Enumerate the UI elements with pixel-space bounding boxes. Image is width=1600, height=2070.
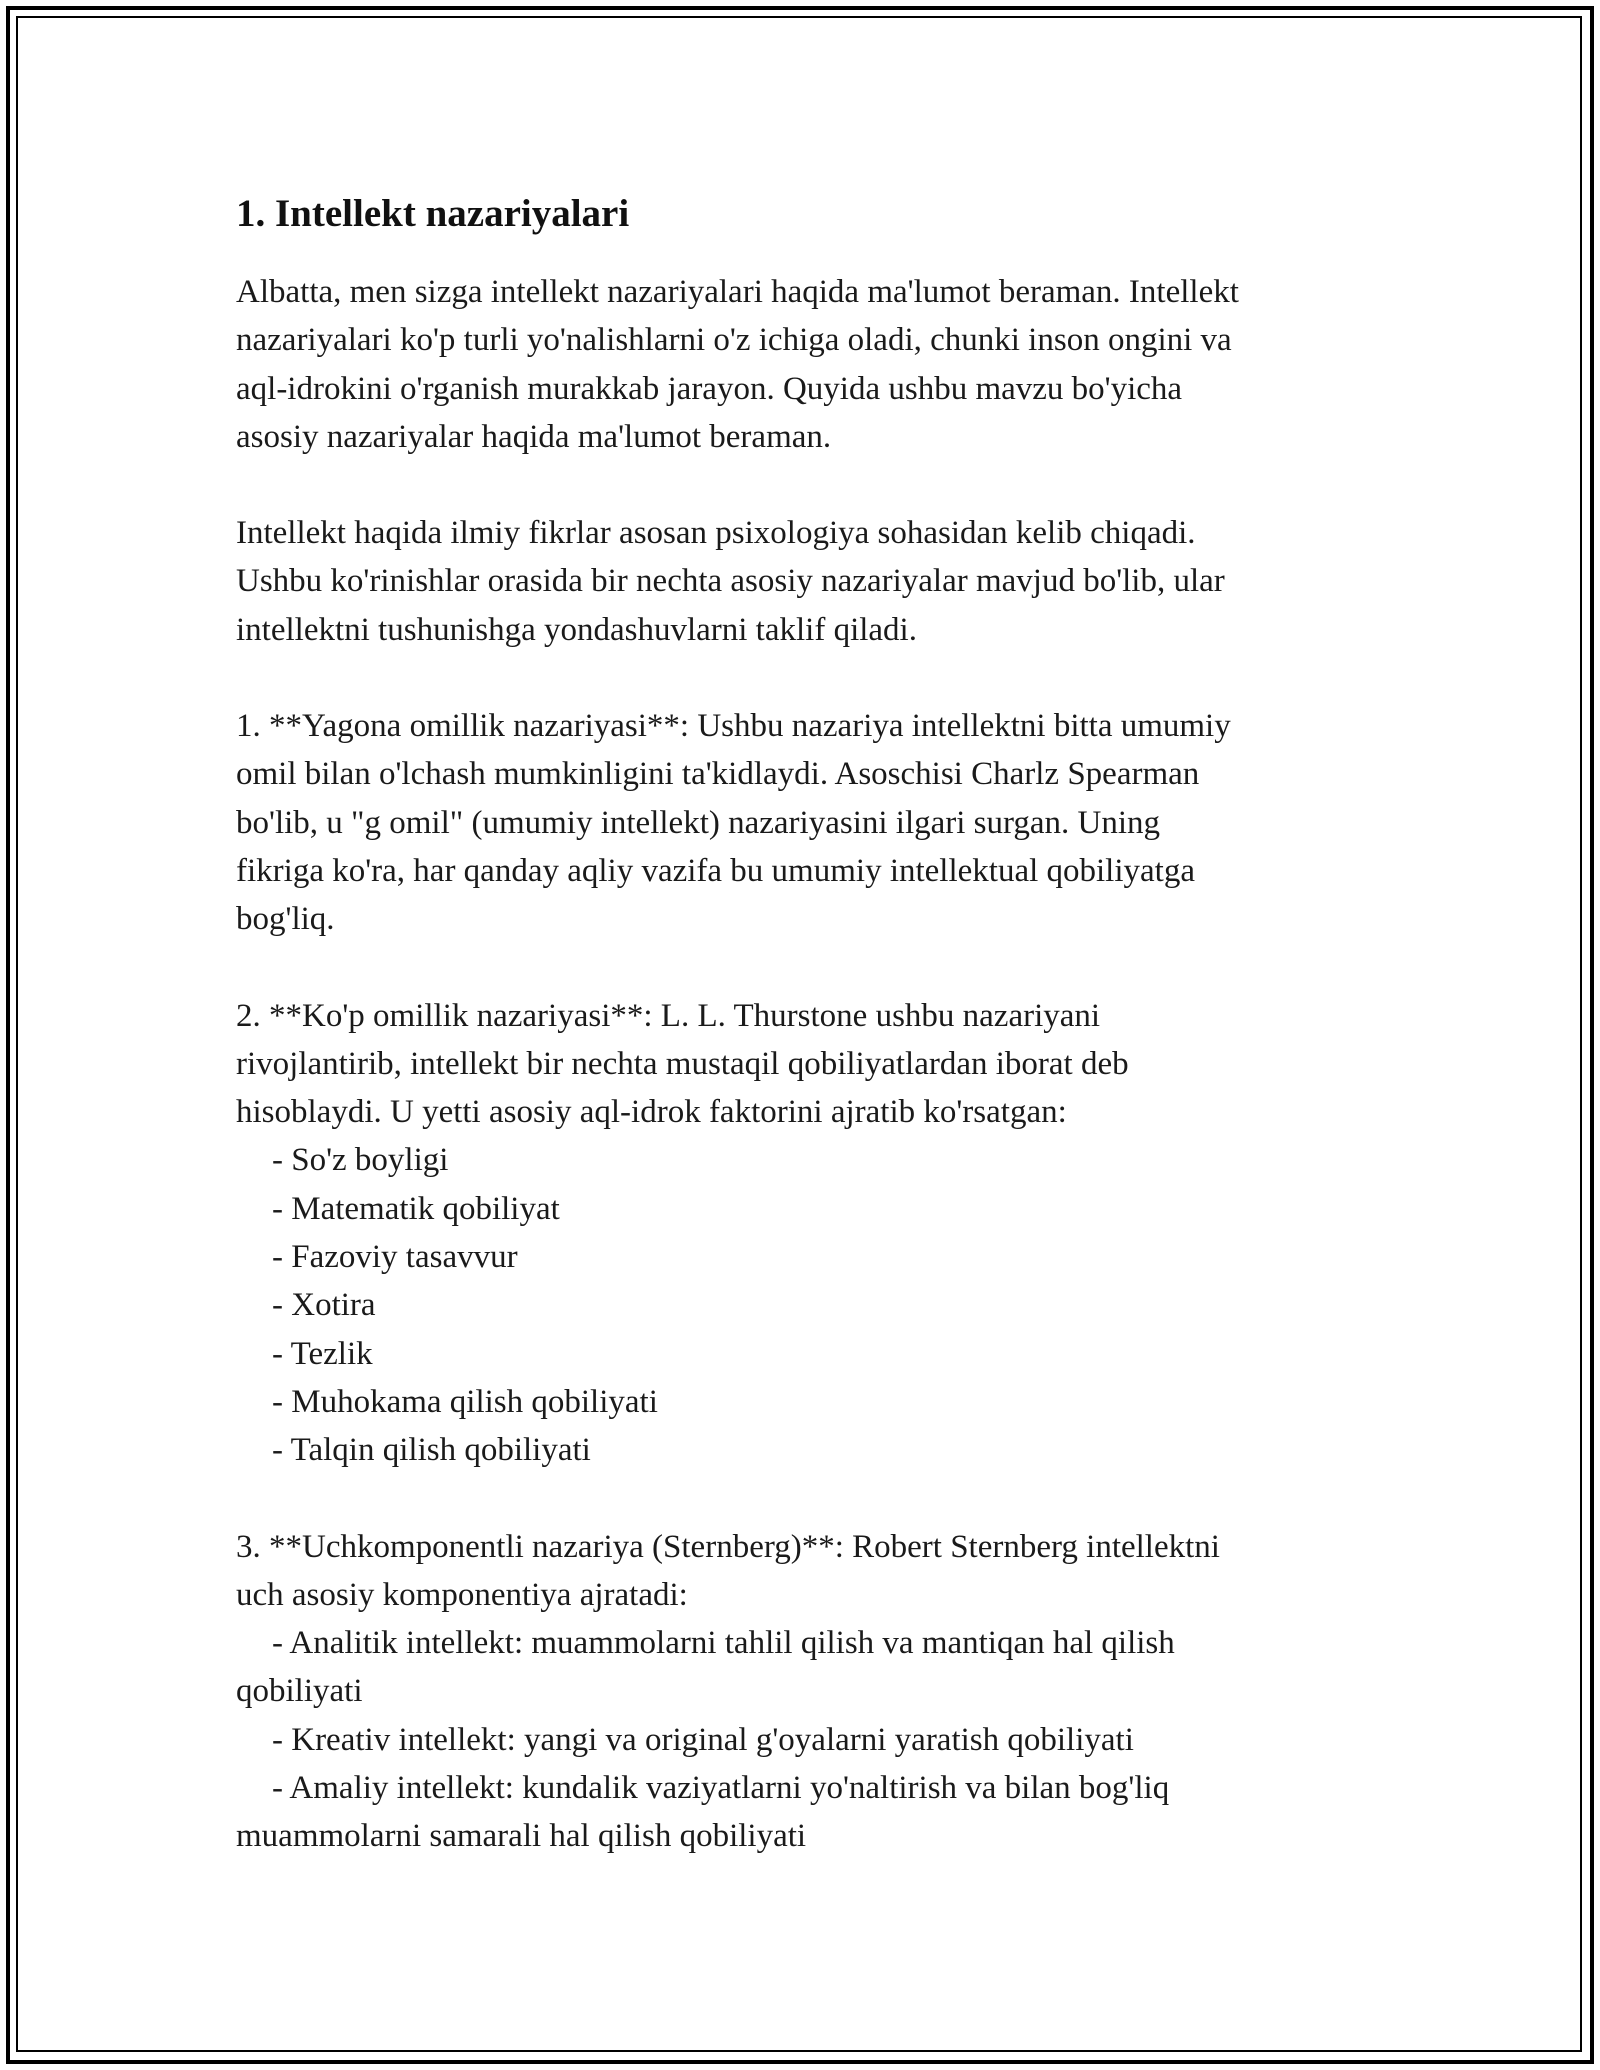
text-line: asosiy nazariyalar haqida ma'lumot beraman.: [236, 418, 832, 455]
list-item: - Analitik intellekt: muammolarni tahlil qilish va mantiqan hal qilish: [272, 1625, 1175, 1662]
text-line: Ushbu ko'rinishlar orasida bir nechta asosiy nazariyalar mavjud bo'lib, ular: [236, 563, 1225, 600]
list-item: - Xotira: [272, 1287, 376, 1324]
text-line: bog'liq.: [236, 901, 335, 938]
text-line: fikriga ko'ra, har qanday aqliy vazifa bu umumiy intellektual qobiliyatga: [236, 852, 1195, 889]
theory-3-paragraph: [236, 1523, 1376, 1861]
text-line: Albatta, men sizga intellekt nazariyalari haqida ma'lumot beraman. Intellekt: [236, 274, 1239, 310]
list-item: - Matematik qobiliyat: [272, 1190, 560, 1227]
list-item: - Amaliy intellekt: kundalik vaziyatlarni yo'naltirish va bilan bog'liq: [272, 1770, 1170, 1807]
text-line: intellektni tushunishga yondashuvlarni taklif qiladi.: [236, 611, 917, 648]
list-item: - Muhokama qilish qobiliyati: [272, 1383, 658, 1420]
list-item: - Talqin qilish qobiliyati: [272, 1432, 591, 1469]
text-line: uch asosiy komponentiya ajratadi:: [236, 1576, 688, 1613]
text-line: 1. **Yagona omillik nazariyasi**: Ushbu nazariya intellektni bitta umumiy: [236, 708, 1231, 745]
list-item-continuation: muammolarni samarali hal qilish qobiliyati: [236, 1818, 807, 1855]
list-item-continuation: qobiliyati: [236, 1673, 363, 1710]
context-paragraph: [236, 509, 1376, 654]
text-line: 3. **Uchkomponentli nazariya (Sternberg)**: Robert Sternberg intellektni: [236, 1528, 1220, 1565]
text-line: omil bilan o'lchash mumkinligini ta'kidlaydi. Asoschisi Charlz Spearman: [236, 756, 1200, 793]
list-item: - Tezlik: [272, 1335, 373, 1372]
theory-1-paragraph: [236, 702, 1376, 943]
list-item: - So'z boyligi: [272, 1142, 449, 1179]
document-content: [236, 184, 1376, 1861]
text-line: nazariyalari ko'p turli yo'nalishlarni o'z ichiga oladi, chunki inson ongini va: [236, 322, 1232, 359]
section-heading: 1. Intellekt nazariyalari: [236, 192, 630, 235]
text-line: hisoblaydi. U yetti asosiy aql-idrok faktorini ajratib ko'rsatgan:: [236, 1094, 1067, 1131]
list-item: - Kreativ intellekt: yangi va original g'oyalarni yaratish qobiliyati: [272, 1721, 1134, 1758]
theory-2-paragraph: [236, 992, 1376, 1475]
intro-paragraph: [236, 268, 1376, 461]
text-line: aql-idrokini o'rganish murakkab jarayon. Quyida ushbu mavzu bo'yicha: [236, 370, 1183, 407]
text-line: 2. **Ko'p omillik nazariyasi**: L. L. Thurstone ushbu nazariyani: [236, 997, 1101, 1034]
text-line: rivojlantirib, intellekt bir nechta mustaqil qobiliyatlardan iborat deb: [236, 1045, 1129, 1082]
text-line: bo'lib, u "g omil" (umumiy intellekt) nazariyasini ilgari surgan. Uning: [236, 804, 1161, 841]
list-item: - Fazoviy tasavvur: [272, 1239, 518, 1276]
text-line: Intellekt haqida ilmiy fikrlar asosan psixologiya sohasidan kelib chiqadi.: [236, 515, 1196, 552]
